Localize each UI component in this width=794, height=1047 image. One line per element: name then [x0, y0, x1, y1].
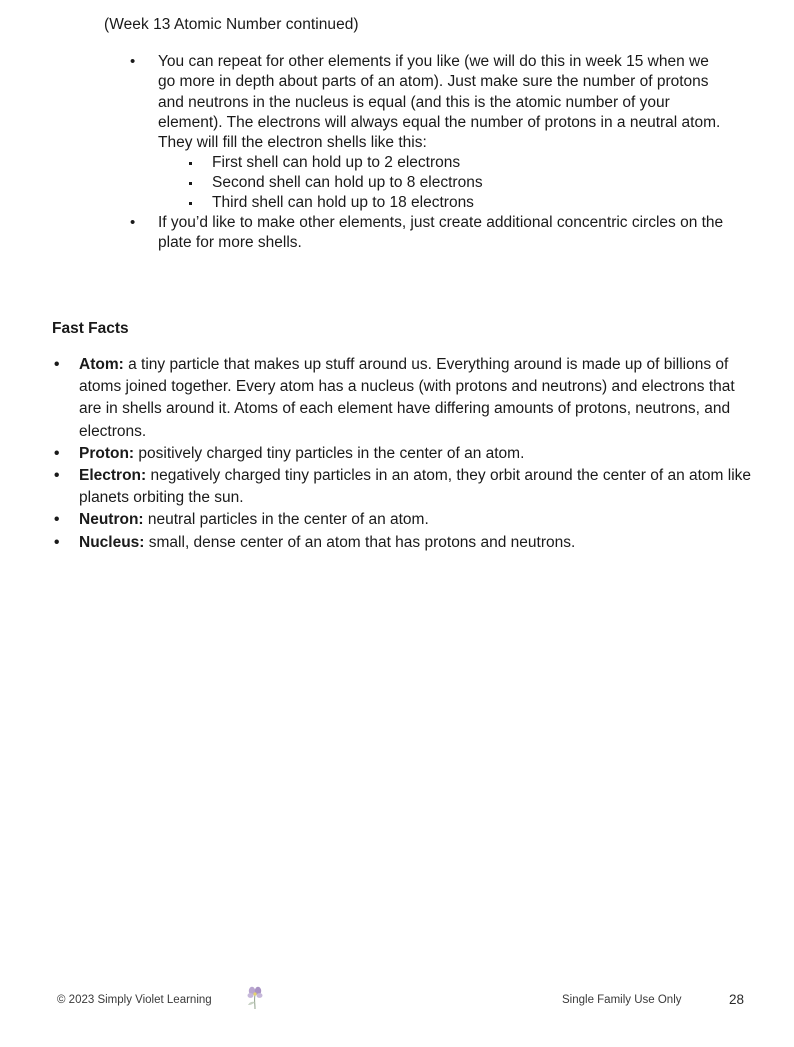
fact-proton: [52, 443, 752, 465]
continued-heading: (Week 13 Atomic Number continued): [104, 16, 359, 33]
list-item: [130, 52, 730, 213]
fact-definition: negatively charged tiny particles in an atom, they orbit around the center of an atom like planets orbiting the sun.: [79, 467, 752, 507]
list-item: First shell can hold up to 2 electrons: [186, 153, 730, 173]
fact-definition: a tiny particle that makes up stuff around us. Everything around is made up of billions of atoms joined together. Every atom has a nucleus (with protons and neutrons) and electrons that are in shells around it. Atoms of each element have differing amounts of protons, neutrons, and electrons.: [79, 356, 735, 440]
fact-term: Proton:: [79, 444, 135, 462]
list-item: Third shell can hold up to 18 electrons: [186, 193, 730, 213]
fact-nucleus: [52, 532, 752, 554]
fact-definition: positively charged tiny particles in the center of an atom.: [134, 444, 525, 462]
instruction-text: You can repeat for other elements if you like (we will do this in week 15 when we go more in depth about parts of an atom). Just make sure the number of protons and neutrons in the nucleus is equal (and this is the atomic number of your element). The electrons will always equal the number of protons in a neutral atom. They will fill the electron shells like this:: [158, 53, 721, 152]
violet-flower-logo-icon: [244, 984, 266, 1010]
fact-term: Nucleus:: [79, 533, 145, 551]
page-number: 28: [729, 992, 745, 1007]
fact-term: Atom:: [79, 356, 124, 373]
instructions-list: [130, 52, 730, 253]
fact-neutron: [52, 509, 752, 531]
footer-copyright: © 2023 Simply Violet Learning: [57, 994, 212, 1006]
list-item: Second shell can hold up to 8 electrons: [186, 173, 730, 193]
fact-atom: [52, 354, 752, 443]
fast-facts-heading: Fast Facts: [52, 320, 129, 337]
fact-definition: neutral particles in the center of an atom.: [143, 511, 429, 529]
instruction-text: If you’d like to make other elements, just create additional concentric circles on the plate for more shells.: [158, 213, 724, 252]
fact-definition: small, dense center of an atom that has protons and neutrons.: [144, 533, 576, 551]
shell-capacity-list: [158, 153, 730, 212]
fact-term: Electron:: [79, 467, 147, 485]
fact-term: Neutron:: [79, 511, 144, 529]
footer-usage: Single Family Use Only: [562, 994, 682, 1006]
fact-electron: [52, 465, 752, 509]
list-item: [130, 213, 730, 254]
fast-facts-list: [52, 354, 752, 554]
